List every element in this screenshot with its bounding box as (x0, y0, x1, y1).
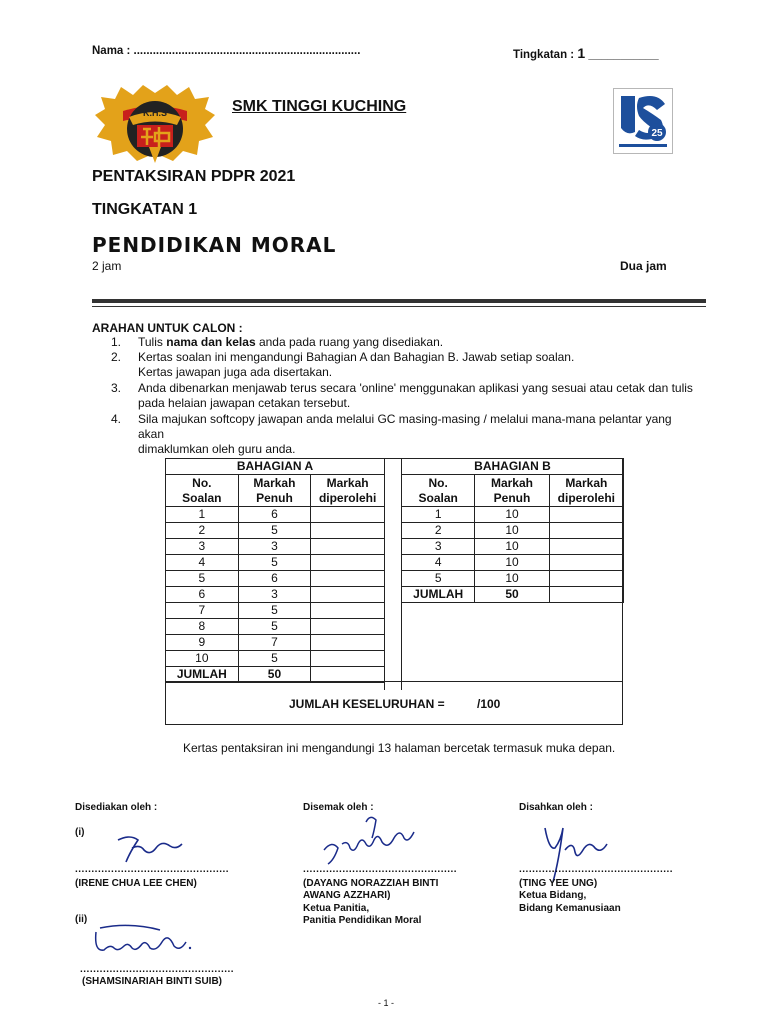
grand-total-label: JUMLAH KESELURUHAN = (289, 697, 445, 711)
col-header-question: No. Soalan (402, 475, 475, 507)
instruction-text: Sila majukan softcopy jawapan anda melalui GC masing-masing / melalui mana-mana pelantar yang akan dimaklumkan oleh guru anda. (138, 412, 672, 456)
grand-total-max: /100 (477, 697, 501, 711)
obtained-marks-cell[interactable] (311, 539, 385, 555)
header-divider-thick (92, 299, 706, 303)
obtained-marks-cell[interactable] (311, 523, 385, 539)
signature-dayang-icon (318, 810, 428, 872)
table-row (166, 651, 385, 667)
question-number-cell: 2 (166, 523, 239, 539)
signature-dots: ............................................... (80, 964, 235, 975)
table-row (402, 555, 624, 571)
instruction-item (92, 381, 712, 411)
signature-shamsinar-icon (90, 922, 200, 962)
exam-title: PENTAKSIRAN PDPR 2021 (92, 168, 296, 185)
instruction-text: Tulis nama dan kelas anda pada ruang yang disediakan. (138, 335, 444, 349)
table-row (166, 587, 385, 603)
full-marks-cell: 5 (238, 555, 311, 571)
school-logo-text: K.H.S (142, 108, 168, 118)
question-number-cell: 2 (402, 523, 475, 539)
instruction-number: 1. (111, 335, 122, 349)
col-header-obtained: Markah diperolehi (549, 475, 623, 507)
table-row (166, 523, 385, 539)
obtained-marks-cell[interactable] (549, 571, 623, 587)
total-obtained-cell[interactable] (549, 587, 623, 603)
checked-name-line1: (DAYANG NORAZZIAH BINTI (303, 878, 439, 889)
signature-dots: ............................................... (519, 864, 674, 875)
obtained-marks-cell[interactable] (311, 603, 385, 619)
signature-marker-i: (i) (75, 827, 85, 838)
col-header-full-marks: Markah Penuh (475, 475, 549, 507)
signature-dots: ............................................... (303, 864, 458, 875)
full-marks-cell: 10 (475, 571, 549, 587)
full-marks-cell: 6 (238, 571, 311, 587)
obtained-marks-cell[interactable] (311, 651, 385, 667)
total-label-cell: JUMLAH (166, 667, 239, 683)
question-number-cell: 7 (166, 603, 239, 619)
approved-role-line2: Bidang Kemanusiaan (519, 903, 621, 914)
page-number: - 1 - (378, 998, 395, 1008)
checked-name-line2: AWANG AZZHARI) (303, 890, 391, 901)
obtained-marks-cell[interactable] (549, 555, 623, 571)
full-marks-cell: 5 (238, 619, 311, 635)
table-row (166, 539, 385, 555)
table-row (402, 507, 624, 523)
signature-irene-icon (110, 826, 185, 866)
approved-name: (TING YEE UNG) (519, 878, 598, 889)
full-marks-cell: 6 (238, 507, 311, 523)
section-b-title: BAHAGIAN B (402, 459, 624, 475)
instruction-text: Anda dibenarkan menjawab terus secara 'online' menggunakan aplikasi yang sesuai atau cetak dan tulis pada helaian jawapan cetakan tersebut. (138, 381, 693, 410)
anniversary-number: 25 (651, 128, 663, 139)
full-marks-cell: 10 (475, 523, 549, 539)
instructions-title: ARAHAN UNTUK CALON : (92, 321, 243, 335)
question-number-cell: 10 (166, 651, 239, 667)
subject-title: PENDIDIKAN MORAL (92, 233, 337, 257)
table-row (166, 571, 385, 587)
section-a-title: BAHAGIAN A (166, 459, 385, 475)
question-number-cell: 4 (402, 555, 475, 571)
obtained-marks-cell[interactable] (549, 507, 623, 523)
instruction-item (92, 412, 712, 456)
checked-role-line2: Panitia Pendidikan Moral (303, 915, 422, 926)
instruction-number: 2. (111, 350, 122, 364)
col-header-obtained: Markah diperolehi (311, 475, 385, 507)
table-row (166, 603, 385, 619)
prepared-name-i: (IRENE CHUA LEE CHEN) (75, 878, 197, 889)
table-row (166, 635, 385, 651)
duration-numeric: 2 jam (92, 259, 122, 273)
school-logo-icon (93, 85, 217, 165)
table-row (166, 507, 385, 523)
signature-dots: ............................................... (75, 864, 230, 875)
tingkatan-value: 1 (577, 45, 586, 61)
grand-total-divider (166, 681, 622, 682)
obtained-marks-cell[interactable] (549, 539, 623, 555)
section-b-table (401, 458, 624, 603)
col-header-question: No. Soalan (166, 475, 239, 507)
total-label-cell: JUMLAH (402, 587, 475, 603)
obtained-marks-cell[interactable] (311, 619, 385, 635)
table-row (402, 539, 624, 555)
full-marks-cell: 3 (238, 587, 311, 603)
obtained-marks-cell[interactable] (549, 523, 623, 539)
prepared-name-ii: (SHAMSINARIAH BINTI SUIB) (82, 976, 222, 987)
obtained-marks-cell[interactable] (311, 635, 385, 651)
question-number-cell: 3 (166, 539, 239, 555)
instruction-text: Kertas soalan ini mengandungi Bahagian A dan Bahagian B. Jawab setiap soalan. Kertas jawapan juga ada disertakan. (138, 350, 575, 379)
full-marks-cell: 5 (238, 651, 311, 667)
question-number-cell: 6 (166, 587, 239, 603)
question-number-cell: 5 (402, 571, 475, 587)
table-row (166, 619, 385, 635)
col-header-full-marks: Markah Penuh (238, 475, 311, 507)
marks-table (165, 458, 623, 725)
full-marks-cell: 5 (238, 523, 311, 539)
table-row (166, 555, 385, 571)
tingkatan-blank: ___________ (588, 49, 659, 61)
obtained-marks-cell[interactable] (311, 587, 385, 603)
approved-role-line1: Ketua Bidang, (519, 890, 587, 901)
obtained-marks-cell[interactable] (311, 571, 385, 587)
anniversary-logo-icon (613, 88, 673, 154)
school-name: SMK TINGGI KUCHING (232, 98, 407, 115)
table-row (402, 571, 624, 587)
question-number-cell: 1 (402, 507, 475, 523)
instruction-number: 4. (111, 412, 122, 426)
prepared-by-label: Disediakan oleh : (75, 802, 158, 813)
checked-role-line1: Ketua Panitia, (303, 903, 370, 914)
full-marks-cell: 5 (238, 603, 311, 619)
question-number-cell: 5 (166, 571, 239, 587)
full-marks-cell: 10 (475, 539, 549, 555)
name-field[interactable]: Nama : ....................................................................... (92, 45, 361, 57)
instruction-item (92, 350, 712, 380)
obtained-marks-cell[interactable] (311, 555, 385, 571)
signature-marker-ii: (ii) (75, 914, 88, 925)
question-number-cell: 3 (402, 539, 475, 555)
checked-by-label: Disemak oleh : (303, 802, 374, 813)
tingkatan-label: Tingkatan : (513, 49, 575, 61)
approved-by-label: Disahkan oleh : (519, 802, 593, 813)
question-number-cell: 9 (166, 635, 239, 651)
full-marks-cell: 10 (475, 507, 549, 523)
header-divider-thin (92, 306, 706, 307)
obtained-marks-cell[interactable] (311, 507, 385, 523)
duration-words: Dua jam (620, 259, 667, 273)
full-marks-cell: 7 (238, 635, 311, 651)
section-a-table (165, 458, 385, 683)
page-count-note: Kertas pentaksiran ini mengandungi 13 halaman bercetak termasuk muka depan. (183, 741, 616, 755)
table-row (402, 523, 624, 539)
total-value-cell: 50 (475, 587, 549, 603)
tingkatan-field[interactable] (513, 45, 659, 61)
instruction-number: 3. (111, 381, 122, 395)
total-value-cell: 50 (238, 667, 311, 683)
question-number-cell: 4 (166, 555, 239, 571)
full-marks-cell: 10 (475, 555, 549, 571)
total-row (402, 587, 624, 603)
exam-level: TINGKATAN 1 (92, 201, 198, 218)
full-marks-cell: 3 (238, 539, 311, 555)
instruction-item (92, 335, 712, 350)
question-number-cell: 1 (166, 507, 239, 523)
question-number-cell: 8 (166, 619, 239, 635)
